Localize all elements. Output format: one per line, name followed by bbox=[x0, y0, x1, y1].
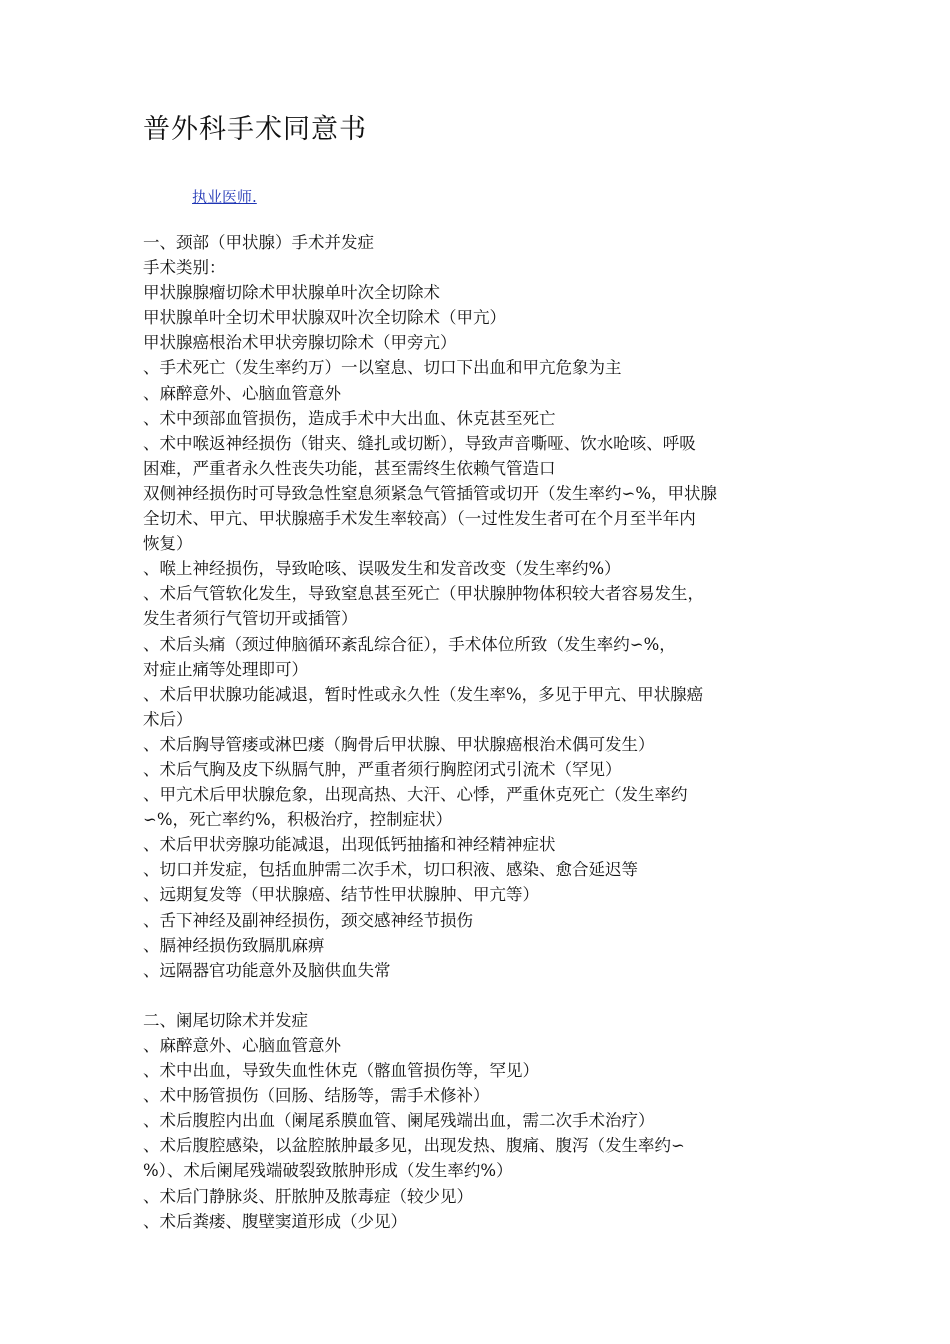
document-body bbox=[143, 230, 815, 1234]
text-line: %）、术后阑尾残端破裂致脓肿形成（发生率约%） bbox=[143, 1161, 513, 1181]
text-line: 、术中颈部血管损伤，造成手术中大出血、休克甚至死亡 bbox=[143, 408, 556, 428]
text-line: 、术后胸导管瘘或淋巴瘘（胸骨后甲状腺、甲状腺癌根治术偶可发生） bbox=[143, 734, 655, 754]
section2-heading: 二、阑尾切除术并发症 bbox=[143, 1010, 308, 1030]
text-line: 、术中喉返神经损伤（钳夹、缝扎或切断），导致声音嘶哑、饮水呛咳、呼吸 bbox=[143, 433, 696, 453]
text-line: 双侧神经损伤时可导致急性窒息须紧急气管插管或切开（发生率约∽%，甲状腺 bbox=[143, 483, 718, 503]
text-line: 恢复） bbox=[143, 534, 193, 554]
text-line: 手术类别： bbox=[143, 258, 226, 278]
text-line: 、术后腹腔感染，以盆腔脓肿最多见，出现发热、腹痛、腹泻（发生率约∽ bbox=[143, 1136, 685, 1156]
text-line: 、术后腹腔内出血（阑尾系膜血管、阑尾残端出血，需二次手术治疗） bbox=[143, 1111, 655, 1131]
text-line: 、喉上神经损伤，导致呛咳、误吸发生和发音改变（发生率约%） bbox=[143, 559, 621, 579]
document-title: 普外科手术同意书 bbox=[143, 114, 367, 145]
text-line: ∽%，死亡率约%，积极治疗，控制症状） bbox=[143, 810, 453, 830]
text-line: 、麻醉意外、心脑血管意外 bbox=[143, 383, 341, 403]
text-line: 、术后甲状旁腺功能减退，出现低钙抽搐和神经精神症状 bbox=[143, 835, 556, 855]
text-line: 、术后气胸及皮下纵膈气肿，严重者须行胸腔闭式引流术（罕见） bbox=[143, 759, 622, 779]
text-line: 发生者须行气管切开或插管） bbox=[143, 609, 358, 629]
section1-lines bbox=[143, 255, 815, 983]
text-line: 全切术、甲亢、甲状腺癌手术发生率较高）（一过性发生者可在个月至半年内 bbox=[143, 509, 696, 529]
section1-heading: 一、颈部（甲状腺）手术并发症 bbox=[143, 233, 374, 252]
section2-lines bbox=[143, 1033, 815, 1234]
section-spacer bbox=[143, 983, 815, 1008]
text-line: 、术中出血，导致失血性休克（髂血管损伤等，罕见） bbox=[143, 1061, 539, 1081]
text-line: 困难，严重者永久性丧失功能，甚至需终生依赖气管造口 bbox=[143, 458, 556, 478]
text-line: 、术后甲状腺功能减退，暂时性或永久性（发生率%，多见于甲亢、甲状腺癌 bbox=[143, 684, 704, 704]
text-line: 甲状腺癌根治术甲状旁腺切除术（甲旁亢） bbox=[143, 333, 457, 353]
text-line: 、远隔器官功能意外及脑供血失常 bbox=[143, 960, 391, 980]
text-line: 、膈神经损伤致膈肌麻痹 bbox=[143, 935, 325, 955]
text-line: 、切口并发症，包括血肿需二次手术，切口积液、感染、愈合延迟等 bbox=[143, 860, 638, 880]
text-line: 、手术死亡（发生率约万）一以窒息、切口下出血和甲亢危象为主 bbox=[143, 358, 622, 378]
text-line: 甲状腺单叶全切术甲状腺双叶次全切除术（甲亢） bbox=[143, 308, 506, 328]
text-line: 、术中肠管损伤（回肠、结肠等，需手术修补） bbox=[143, 1086, 490, 1106]
text-line: 、舌下神经及副神经损伤，颈交感神经节损伤 bbox=[143, 910, 473, 930]
text-line: 、麻醉意外、心脑血管意外 bbox=[143, 1036, 341, 1055]
text-line: 、术后头痛（颈过伸脑循环紊乱综合征），手术体位所致（发生率约∽%， bbox=[143, 634, 676, 654]
text-line: 、远期复发等（甲状腺癌、结节性甲状腺肿、甲亢等） bbox=[143, 885, 539, 905]
text-line: 、术后门静脉炎、肝脓肿及脓毒症（较少见） bbox=[143, 1186, 473, 1206]
physician-link[interactable]: 执业医师. bbox=[192, 188, 257, 206]
text-line: 、术后气管软化发生，导致窒息甚至死亡（甲状腺肿物体积较大者容易发生， bbox=[143, 584, 704, 604]
text-line: 、甲亢术后甲状腺危象，出现高热、大汗、心悸，严重休克死亡（发生率约 bbox=[143, 785, 688, 805]
text-line: 术后） bbox=[143, 709, 193, 729]
text-line: 、术后粪瘘、腹壁窦道形成（少见） bbox=[143, 1211, 407, 1231]
text-line: 甲状腺腺瘤切除术甲状腺单叶次全切除术 bbox=[143, 283, 440, 303]
text-line: 对症止痛等处理即可） bbox=[143, 659, 308, 679]
